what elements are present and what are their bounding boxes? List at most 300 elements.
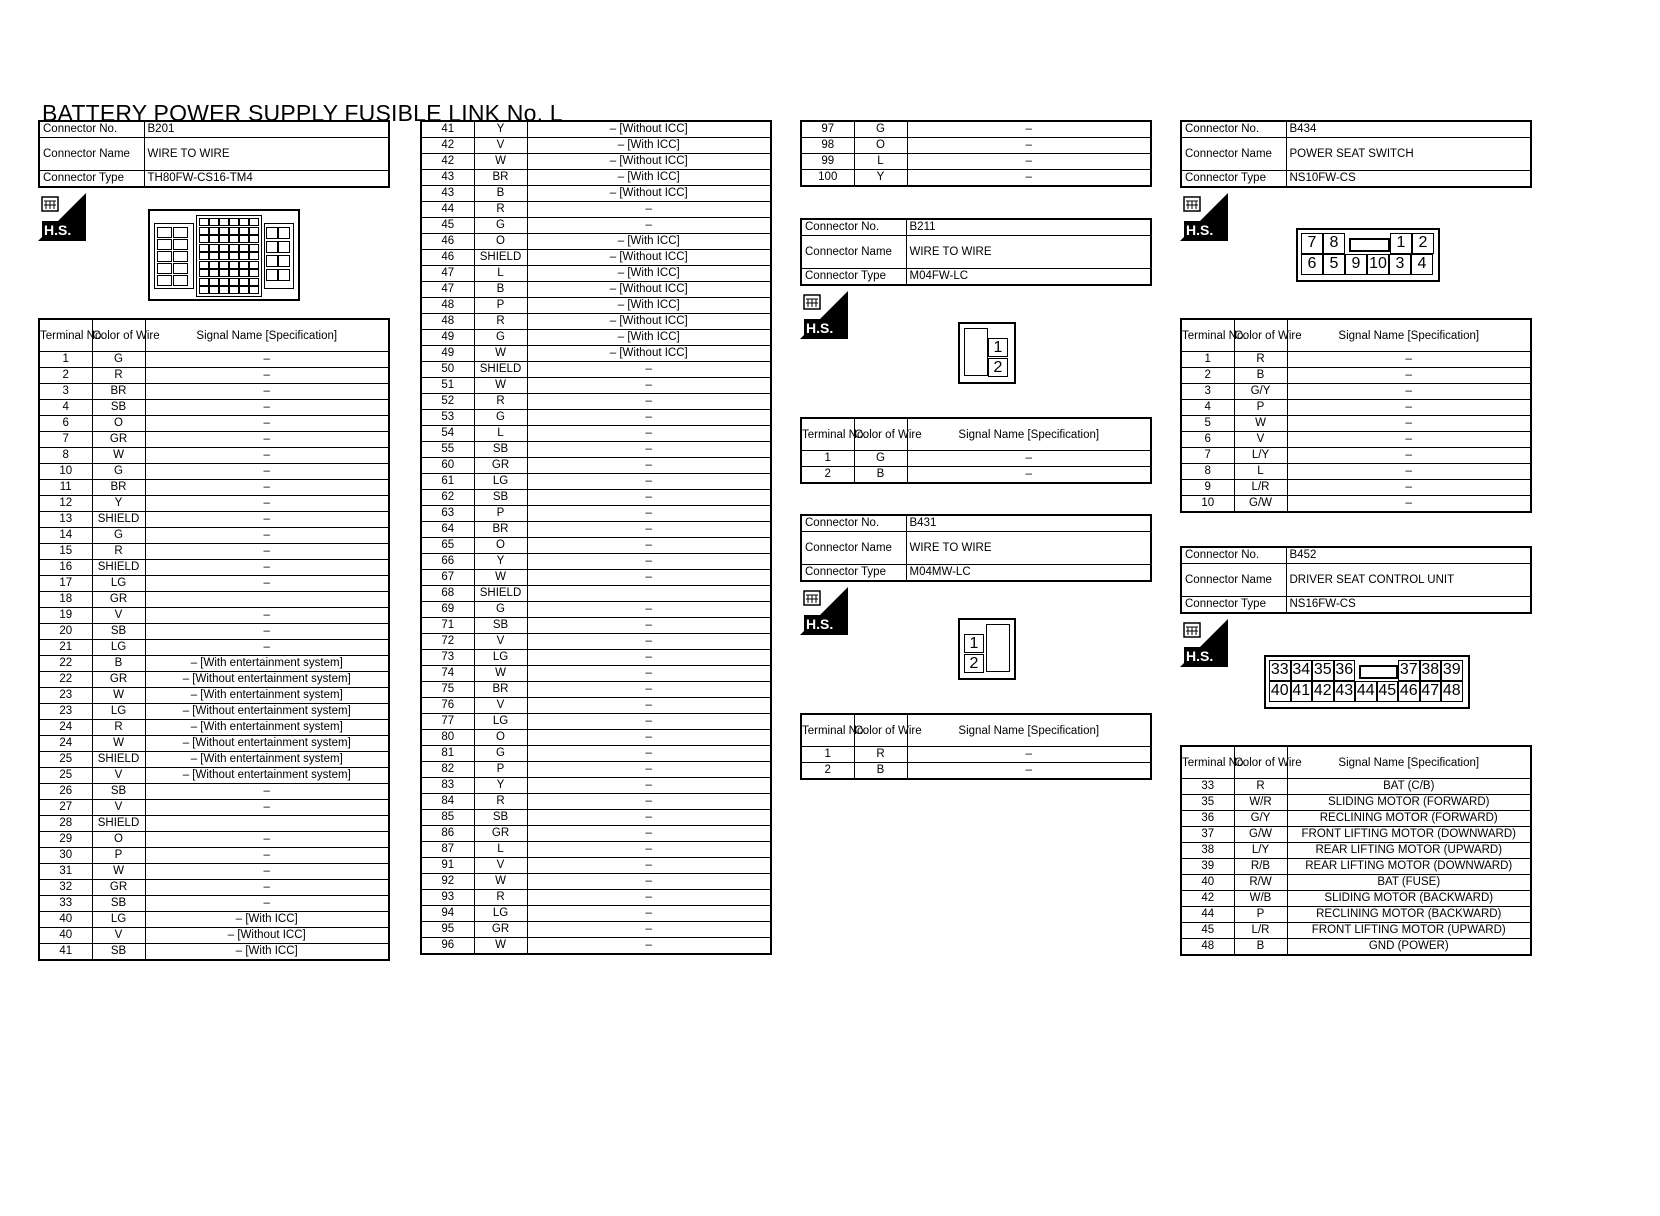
color-cell: G — [854, 121, 907, 138]
terminal-no-cell: 63 — [421, 506, 474, 522]
table-row — [421, 442, 771, 458]
signal-cell: – — [527, 746, 771, 762]
color-cell: SHIELD — [474, 250, 527, 266]
color-cell: W — [474, 666, 527, 682]
signal-cell — [527, 586, 771, 602]
table-row — [39, 384, 389, 400]
terminal-no-cell: 2 — [801, 467, 854, 484]
signal-cell: – [Without ICC] — [527, 154, 771, 170]
terminal-no-cell: 1 — [39, 352, 92, 368]
connector-pin: 8 — [1323, 233, 1345, 254]
signal-cell: – — [527, 538, 771, 554]
terminal-no-cell: 84 — [421, 794, 474, 810]
signal-cell: – [Without ICC] — [527, 346, 771, 362]
terminal-no-cell: 66 — [421, 554, 474, 570]
signal-cell: – — [145, 864, 389, 880]
color-cell: R/B — [1234, 859, 1287, 875]
terminal-no-cell: 61 — [421, 474, 474, 490]
table-row — [1181, 480, 1531, 496]
signal-cell: – — [907, 154, 1151, 170]
hs-label: H.S. — [806, 320, 834, 336]
terminal-no-cell: 2 — [1181, 368, 1234, 384]
signal-cell: – [Without entertainment system] — [145, 736, 389, 752]
terminal-no-cell: 44 — [421, 202, 474, 218]
table-row — [801, 467, 1151, 484]
signal-cell: – [With ICC] — [527, 266, 771, 282]
color-cell: BR — [474, 522, 527, 538]
color-cell: L — [474, 266, 527, 282]
color-cell: BR — [474, 170, 527, 186]
b431-terminal-table — [800, 713, 1152, 780]
color-cell: R — [474, 794, 527, 810]
label-connector-no: Connector No. — [1181, 547, 1286, 564]
terminal-no-cell: 45 — [1181, 923, 1234, 939]
terminal-no-cell: 7 — [1181, 448, 1234, 464]
b434-type: NS10FW-CS — [1286, 171, 1531, 188]
b431-name: WIRE TO WIRE — [906, 532, 1151, 565]
color-cell: SB — [92, 624, 145, 640]
table-row — [421, 762, 771, 778]
signal-cell: GND (POWER) — [1287, 939, 1531, 956]
color-cell: SB — [474, 618, 527, 634]
table-row — [421, 938, 771, 955]
terminal-no-cell: 97 — [801, 121, 854, 138]
table-row — [39, 432, 389, 448]
signal-cell: – — [145, 368, 389, 384]
table-row — [421, 714, 771, 730]
b211-no: B211 — [906, 219, 1151, 236]
signal-cell: – [With entertainment system] — [145, 752, 389, 768]
signal-cell: SLIDING MOTOR (BACKWARD) — [1287, 891, 1531, 907]
terminal-no-cell: 1 — [1181, 352, 1234, 368]
b431-info — [800, 514, 1152, 582]
b201-connector-face — [148, 209, 300, 301]
connector-pin: 1 — [1390, 233, 1412, 254]
color-cell: G — [474, 602, 527, 618]
signal-cell: – — [527, 778, 771, 794]
signal-cell: – — [145, 784, 389, 800]
terminal-no-cell: 82 — [421, 762, 474, 778]
table-row — [421, 842, 771, 858]
color-cell: W — [474, 938, 527, 955]
color-cell: L — [474, 842, 527, 858]
signal-cell: – — [527, 602, 771, 618]
signal-cell: – — [527, 762, 771, 778]
signal-cell: – — [527, 714, 771, 730]
connector-key — [1349, 238, 1390, 252]
signal-cell: – — [145, 896, 389, 912]
signal-cell: – — [145, 576, 389, 592]
terminal-no-cell: 25 — [39, 752, 92, 768]
color-cell: V — [474, 858, 527, 874]
color-cell: O — [474, 538, 527, 554]
b201-no: B201 — [144, 121, 389, 138]
signal-cell: – — [145, 880, 389, 896]
table-row — [39, 752, 389, 768]
terminal-no-cell: 16 — [39, 560, 92, 576]
signal-cell: – — [527, 378, 771, 394]
b201-terminal-table-cont2 — [800, 120, 1152, 187]
table-row — [1181, 400, 1531, 416]
signal-cell: – — [527, 218, 771, 234]
table-row — [421, 906, 771, 922]
table-row — [1181, 352, 1531, 368]
terminal-no-cell: 24 — [39, 720, 92, 736]
terminal-no-cell: 48 — [421, 314, 474, 330]
terminal-no-cell: 48 — [421, 298, 474, 314]
color-cell: G — [92, 352, 145, 368]
signal-cell: – — [907, 747, 1151, 763]
terminal-no-cell: 72 — [421, 634, 474, 650]
b434-no: B434 — [1286, 121, 1531, 138]
hs-label: H.S. — [44, 222, 72, 238]
label-connector-name: Connector Name — [801, 236, 906, 269]
color-cell: R — [92, 544, 145, 560]
color-cell: BR — [92, 480, 145, 496]
color-cell: O — [474, 730, 527, 746]
signal-cell: BAT (C/B) — [1287, 779, 1531, 795]
table-row — [421, 234, 771, 250]
table-row — [39, 720, 389, 736]
table-row — [421, 330, 771, 346]
table-row — [421, 570, 771, 586]
connector-pin: 4 — [1411, 254, 1433, 275]
hs-icon — [800, 291, 848, 339]
col-color-of-wire: Color of Wire — [1234, 319, 1287, 352]
label-connector-no: Connector No. — [801, 515, 906, 532]
color-cell: Y — [474, 778, 527, 794]
terminal-no-cell: 3 — [1181, 384, 1234, 400]
signal-cell: – [With entertainment system] — [145, 720, 389, 736]
signal-cell — [145, 592, 389, 608]
terminal-no-cell: 47 — [421, 282, 474, 298]
signal-cell: – [Without ICC] — [527, 186, 771, 202]
signal-cell: – — [907, 121, 1151, 138]
color-cell: P — [1234, 400, 1287, 416]
table-row — [421, 346, 771, 362]
color-cell: R — [92, 368, 145, 384]
table-row — [1181, 496, 1531, 513]
table-row — [421, 154, 771, 170]
terminal-no-cell: 17 — [39, 576, 92, 592]
terminal-no-cell: 45 — [421, 218, 474, 234]
table-row — [421, 890, 771, 906]
b452-connector-face — [1264, 655, 1470, 709]
terminal-no-cell: 81 — [421, 746, 474, 762]
signal-cell: – — [527, 874, 771, 890]
terminal-no-cell: 41 — [421, 121, 474, 138]
signal-cell: – — [527, 794, 771, 810]
terminal-no-cell: 35 — [1181, 795, 1234, 811]
table-row — [39, 528, 389, 544]
table-row — [421, 250, 771, 266]
signal-cell: – — [527, 634, 771, 650]
table-row — [39, 928, 389, 944]
b431-pin: 2 — [964, 654, 984, 673]
table-row — [39, 544, 389, 560]
table-row — [39, 704, 389, 720]
table-row — [421, 298, 771, 314]
signal-cell: – — [527, 490, 771, 506]
terminal-no-cell: 52 — [421, 394, 474, 410]
color-cell: SHIELD — [92, 560, 145, 576]
hs-label: H.S. — [806, 616, 834, 632]
terminal-no-cell: 10 — [1181, 496, 1234, 513]
signal-cell: – — [527, 906, 771, 922]
terminal-no-cell: 8 — [39, 448, 92, 464]
signal-cell: – — [527, 202, 771, 218]
terminal-no-cell: 25 — [39, 768, 92, 784]
signal-cell: – — [527, 410, 771, 426]
table-row — [39, 624, 389, 640]
color-cell: V — [92, 928, 145, 944]
table-row — [421, 266, 771, 282]
color-cell: O — [854, 138, 907, 154]
terminal-no-cell: 5 — [1181, 416, 1234, 432]
table-row — [39, 912, 389, 928]
table-row — [421, 426, 771, 442]
table-row — [801, 170, 1151, 187]
signal-cell: – — [1287, 416, 1531, 432]
terminal-no-cell: 48 — [1181, 939, 1234, 956]
color-cell: P — [474, 762, 527, 778]
signal-cell: – — [527, 666, 771, 682]
connector-pin: 2 — [1412, 233, 1434, 254]
signal-cell: – — [527, 938, 771, 955]
table-row — [421, 698, 771, 714]
color-cell: BR — [474, 682, 527, 698]
terminal-no-cell: 68 — [421, 586, 474, 602]
terminal-no-cell: 30 — [39, 848, 92, 864]
color-cell: W — [92, 864, 145, 880]
signal-cell: – [Without ICC] — [527, 121, 771, 138]
connector-pin: 5 — [1323, 254, 1345, 275]
terminal-no-cell: 27 — [39, 800, 92, 816]
signal-cell: – — [527, 826, 771, 842]
terminal-no-cell: 91 — [421, 858, 474, 874]
color-cell: V — [92, 608, 145, 624]
connector-pin: 10 — [1367, 254, 1389, 275]
terminal-no-cell: 87 — [421, 842, 474, 858]
terminal-no-cell: 7 — [39, 432, 92, 448]
color-cell: O — [474, 234, 527, 250]
signal-cell: – — [527, 570, 771, 586]
color-cell: B — [474, 186, 527, 202]
b452-type: NS16FW-CS — [1286, 597, 1531, 614]
color-cell: LG — [474, 650, 527, 666]
terminal-no-cell: 95 — [421, 922, 474, 938]
terminal-no-cell: 80 — [421, 730, 474, 746]
color-cell: W — [474, 154, 527, 170]
terminal-no-cell: 37 — [1181, 827, 1234, 843]
table-row — [421, 202, 771, 218]
signal-cell: – — [145, 464, 389, 480]
connector-pin: 40 — [1269, 681, 1291, 702]
color-cell: W — [92, 736, 145, 752]
table-row — [1181, 875, 1531, 891]
terminal-no-cell: 36 — [1181, 811, 1234, 827]
table-row — [39, 592, 389, 608]
signal-cell: – — [145, 608, 389, 624]
table-row — [39, 560, 389, 576]
color-cell: G — [92, 464, 145, 480]
color-cell: Y — [92, 496, 145, 512]
signal-cell: – — [527, 922, 771, 938]
label-connector-name: Connector Name — [1181, 564, 1286, 597]
table-row — [421, 314, 771, 330]
terminal-no-cell: 85 — [421, 810, 474, 826]
color-cell: O — [92, 832, 145, 848]
color-cell: SHIELD — [92, 512, 145, 528]
signal-cell: – [Without ICC] — [527, 250, 771, 266]
signal-cell: – — [527, 474, 771, 490]
b201-terminal-table — [38, 318, 390, 961]
terminal-no-cell: 49 — [421, 330, 474, 346]
color-cell: V — [92, 800, 145, 816]
b211-pin: 1 — [988, 338, 1008, 357]
color-cell: P — [474, 298, 527, 314]
color-cell: B — [474, 282, 527, 298]
table-row — [1181, 859, 1531, 875]
color-cell: SB — [92, 400, 145, 416]
b452-info — [1180, 546, 1532, 614]
signal-cell: – — [145, 544, 389, 560]
connector-pin: 6 — [1301, 254, 1323, 275]
color-cell: L/R — [1234, 923, 1287, 939]
terminal-no-cell: 31 — [39, 864, 92, 880]
table-row — [39, 448, 389, 464]
terminal-no-cell: 93 — [421, 890, 474, 906]
col-color-of-wire: Color of Wire — [92, 319, 145, 352]
color-cell: B — [1234, 368, 1287, 384]
color-cell: R — [854, 747, 907, 763]
color-cell: B — [854, 763, 907, 780]
signal-cell: – — [527, 426, 771, 442]
table-row — [39, 800, 389, 816]
terminal-no-cell: 26 — [39, 784, 92, 800]
color-cell: G/W — [1234, 827, 1287, 843]
terminal-no-cell: 92 — [421, 874, 474, 890]
b452-name: DRIVER SEAT CONTROL UNIT — [1286, 564, 1531, 597]
color-cell: O — [92, 416, 145, 432]
hs-icon — [1180, 193, 1228, 241]
table-row — [1181, 779, 1531, 795]
color-cell: B — [1234, 939, 1287, 956]
table-row — [421, 522, 771, 538]
table-row — [421, 826, 771, 842]
table-row — [39, 608, 389, 624]
col-terminal-no: Terminal No. — [39, 319, 92, 352]
color-cell: LG — [92, 704, 145, 720]
signal-cell: – — [145, 496, 389, 512]
table-row — [421, 378, 771, 394]
hs-label: H.S. — [1186, 648, 1214, 664]
terminal-no-cell: 15 — [39, 544, 92, 560]
b201-type: TH80FW-CS16-TM4 — [144, 171, 389, 188]
table-row — [421, 394, 771, 410]
color-cell: G/W — [1234, 496, 1287, 513]
table-row — [421, 858, 771, 874]
table-row — [39, 736, 389, 752]
table-row — [39, 816, 389, 832]
signal-cell: – — [527, 730, 771, 746]
b434-terminal-table — [1180, 318, 1532, 513]
signal-cell: – [Without ICC] — [145, 928, 389, 944]
table-row — [39, 688, 389, 704]
color-cell: LG — [92, 912, 145, 928]
color-cell: SB — [92, 896, 145, 912]
terminal-no-cell: 40 — [39, 912, 92, 928]
color-cell: G/Y — [1234, 384, 1287, 400]
signal-cell: – — [145, 512, 389, 528]
col-signal-name: Signal Name [Specification] — [1287, 746, 1531, 779]
table-row — [421, 506, 771, 522]
label-connector-no: Connector No. — [1181, 121, 1286, 138]
label-connector-type: Connector Type — [1181, 171, 1286, 188]
signal-cell: – — [145, 400, 389, 416]
table-row — [39, 416, 389, 432]
terminal-no-cell: 22 — [39, 672, 92, 688]
signal-cell: – — [527, 458, 771, 474]
label-connector-type: Connector Type — [801, 269, 906, 286]
col-color-of-wire: Color of Wire — [854, 714, 907, 747]
terminal-no-cell: 2 — [801, 763, 854, 780]
color-cell: LG — [92, 640, 145, 656]
signal-cell: – — [145, 528, 389, 544]
color-cell: LG — [474, 714, 527, 730]
b201-name: WIRE TO WIRE — [144, 138, 389, 171]
signal-cell: – — [145, 624, 389, 640]
table-row — [39, 784, 389, 800]
signal-cell: – — [527, 618, 771, 634]
table-row — [1181, 939, 1531, 956]
signal-cell: – [Without entertainment system] — [145, 768, 389, 784]
terminal-no-cell: 77 — [421, 714, 474, 730]
color-cell: W — [92, 448, 145, 464]
signal-cell: – [With ICC] — [145, 912, 389, 928]
table-row — [39, 768, 389, 784]
b452-no: B452 — [1286, 547, 1531, 564]
terminal-no-cell: 33 — [39, 896, 92, 912]
table-row — [421, 586, 771, 602]
terminal-no-cell: 4 — [39, 400, 92, 416]
b452-terminal-table — [1180, 745, 1532, 956]
col-color-of-wire: Color of Wire — [1234, 746, 1287, 779]
signal-cell: – [With ICC] — [527, 330, 771, 346]
color-cell: GR — [474, 826, 527, 842]
signal-cell: – — [145, 832, 389, 848]
hs-label: H.S. — [1186, 222, 1214, 238]
b431-connector-face — [958, 618, 1016, 680]
signal-cell: – — [527, 554, 771, 570]
terminal-no-cell: 99 — [801, 154, 854, 170]
color-cell: W — [474, 874, 527, 890]
terminal-no-cell: 10 — [39, 464, 92, 480]
terminal-no-cell: 42 — [421, 138, 474, 154]
table-row — [39, 864, 389, 880]
color-cell: L — [474, 426, 527, 442]
col-signal-name: Signal Name [Specification] — [145, 319, 389, 352]
signal-cell: – [With ICC] — [527, 234, 771, 250]
color-cell: L/Y — [1234, 843, 1287, 859]
signal-cell: RECLINING MOTOR (FORWARD) — [1287, 811, 1531, 827]
color-cell: B — [854, 467, 907, 484]
color-cell: GR — [474, 922, 527, 938]
connector-pin: 34 — [1291, 660, 1313, 681]
signal-cell: REAR LIFTING MOTOR (DOWNWARD) — [1287, 859, 1531, 875]
color-cell: W — [1234, 416, 1287, 432]
terminal-no-cell: 83 — [421, 778, 474, 794]
